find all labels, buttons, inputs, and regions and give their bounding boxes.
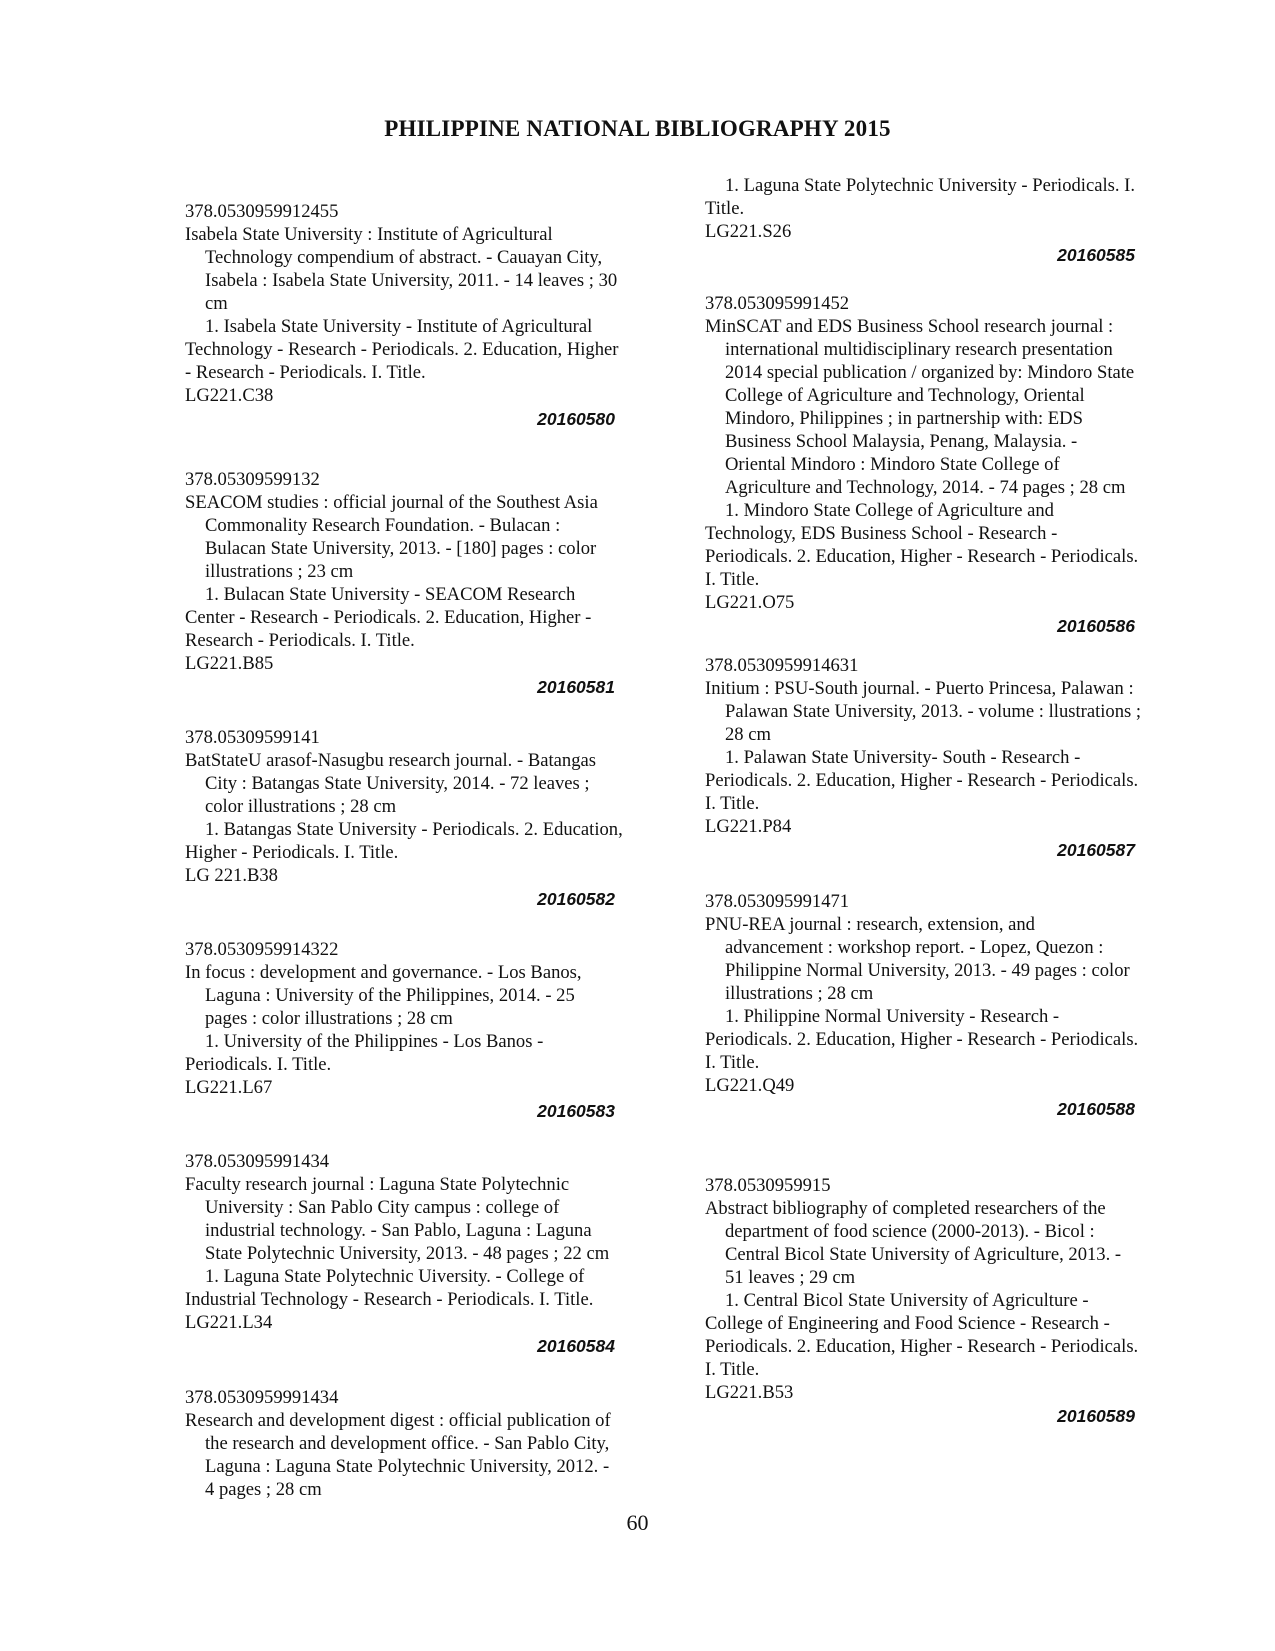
subject-tracing-line: 1. Batangas State University - Periodicals. 2. Education, xyxy=(205,819,623,840)
entry-description-line: Bulacan State University, 2013. - [180] pages : color xyxy=(205,538,597,559)
class-number: LG221.C38 xyxy=(185,385,274,406)
class-number: LG221.B85 xyxy=(185,653,274,674)
subject-tracing-line: Periodicals. 2. Education, Higher - Research - Periodicals. xyxy=(705,1336,1139,1357)
entry-description-line: Abstract bibliography of completed researchers of the xyxy=(705,1198,1106,1219)
entry-description-line: Mindoro, Philippines ; in partnership with: EDS xyxy=(725,408,1083,429)
entry-description-line: Isabela State University : Institute of Agricultural xyxy=(185,224,553,245)
subject-tracing-line: College of Engineering and Food Science - Research - xyxy=(705,1313,1110,1334)
class-number: LG221.L34 xyxy=(185,1312,273,1333)
class-number: LG221.L67 xyxy=(185,1077,273,1098)
subject-tracing-line: 1. University of the Philippines - Los Banos - xyxy=(205,1031,544,1052)
call-number: 378.05309599132 xyxy=(185,469,320,490)
entry-description-line: 4 pages ; 28 cm xyxy=(205,1479,322,1500)
entry-description-line: Palawan State University, 2013. - volume : llustrations ; xyxy=(725,701,1142,722)
class-number: LG221.S26 xyxy=(705,221,792,242)
page-number: 60 xyxy=(626,1510,649,1535)
entry-description-line: Initium : PSU-South journal. - Puerto Princesa, Palawan : xyxy=(705,678,1134,699)
subject-tracing-line: Periodicals. 2. Education, Higher - Research - Periodicals. xyxy=(705,546,1139,567)
accession-number: 20160582 xyxy=(537,889,615,909)
subject-tracing-line: I. Title. xyxy=(705,793,760,814)
entry-description-line: Research and development digest : official publication of xyxy=(185,1410,611,1431)
entry-description-line: international multidisciplinary research presentation xyxy=(725,339,1113,360)
entry-description-line: Laguna : Laguna State Polytechnic University, 2012. - xyxy=(205,1456,610,1477)
class-number: LG 221.B38 xyxy=(185,865,278,886)
subject-tracing-line: Research - Periodicals. I. Title. xyxy=(185,630,415,651)
subject-tracing-line: Higher - Periodicals. I. Title. xyxy=(185,842,399,863)
entry-description-line: City : Batangas State University, 2014. - 72 leaves ; xyxy=(205,773,590,794)
subject-tracing-line: - Research - Periodicals. I. Title. xyxy=(185,362,426,383)
entry-description-line: Central Bicol State University of Agriculture, 2013. - xyxy=(725,1244,1122,1265)
entry-description-line: State Polytechnic University, 2013. - 48 pages ; 22 cm xyxy=(205,1243,610,1264)
accession-number: 20160585 xyxy=(1057,245,1135,265)
subject-tracing-line: 1. Isabela State University - Institute of Agricultural xyxy=(205,316,593,337)
call-number: 378.053095991471 xyxy=(705,891,850,912)
subject-tracing-line: Technology, EDS Business School - Research - xyxy=(705,523,1058,544)
accession-number: 20160588 xyxy=(1057,1099,1135,1119)
accession-number: 20160584 xyxy=(537,1336,615,1356)
class-number: LG221.B53 xyxy=(705,1382,794,1403)
subject-tracing-line: I. Title. xyxy=(705,569,760,590)
entry-description-line: In focus : development and governance. - Los Banos, xyxy=(185,962,582,983)
entry-description-line: illustrations ; 28 cm xyxy=(725,983,874,1004)
subject-tracing-line: I. Title. xyxy=(705,1052,760,1073)
page-title: PHILIPPINE NATIONAL BIBLIOGRAPHY 2015 xyxy=(384,116,891,141)
entry-description-line: Philippine Normal University, 2013. - 49 pages : color xyxy=(725,960,1130,981)
entry-description-line: industrial technology. - San Pablo, Laguna : Laguna xyxy=(205,1220,592,1241)
entry-description-line: PNU-REA journal : research, extension, and xyxy=(705,914,1035,935)
entry-description-line: Laguna : University of the Philippines, 2014. - 25 xyxy=(205,985,575,1006)
accession-number: 20160583 xyxy=(537,1101,615,1121)
call-number: 378.0530959914322 xyxy=(185,939,339,960)
subject-tracing-line: Title. xyxy=(705,198,745,219)
entry-description-line: department of food science (2000-2013). - Bicol : xyxy=(725,1221,1095,1242)
entry-description-line: Technology compendium of abstract. - Cauayan City, xyxy=(205,247,603,268)
subject-tracing-line: 1. Laguna State Polytechnic University - Periodicals. I. xyxy=(725,175,1135,196)
accession-number: 20160589 xyxy=(1057,1406,1135,1426)
subject-tracing-line: 1. Palawan State University- South - Research - xyxy=(725,747,1081,768)
entry-description-line: cm xyxy=(205,293,228,314)
entry-description-line: Isabela : Isabela State University, 2011. - 14 leaves ; 30 xyxy=(205,270,618,291)
class-number: LG221.P84 xyxy=(705,816,792,837)
subject-tracing-line: 1. Laguna State Polytechnic Uiversity. - College of xyxy=(205,1266,585,1287)
entry-description-line: College of Agriculture and Technology, Oriental xyxy=(725,385,1085,406)
call-number: 378.053095991434 xyxy=(185,1151,330,1172)
call-number: 378.0530959915 xyxy=(705,1175,831,1196)
subject-tracing-line: 1. Bulacan State University - SEACOM Research xyxy=(205,584,576,605)
call-number: 378.05309599141 xyxy=(185,727,320,748)
entry-description-line: University : San Pablo City campus : college of xyxy=(205,1197,560,1218)
entry-description-line: Agriculture and Technology, 2014. - 74 pages ; 28 cm xyxy=(725,477,1126,498)
entry-description-line: pages : color illustrations ; 28 cm xyxy=(205,1008,453,1029)
entry-description-line: SEACOM studies : official journal of the Southest Asia xyxy=(185,492,598,513)
subject-tracing-line: Periodicals. I. Title. xyxy=(185,1054,332,1075)
call-number: 378.0530959991434 xyxy=(185,1387,339,1408)
entry-description-line: 2014 special publication / organized by: Mindoro State xyxy=(725,362,1135,383)
entry-description-line: advancement : workshop report. - Lopez, Quezon : xyxy=(725,937,1104,958)
subject-tracing-line: Periodicals. 2. Education, Higher - Research - Periodicals. xyxy=(705,770,1139,791)
subject-tracing-line: Industrial Technology - Research - Periodicals. I. Title. xyxy=(185,1289,594,1310)
entry-description-line: MinSCAT and EDS Business School research journal : xyxy=(705,316,1114,337)
class-number: LG221.Q49 xyxy=(705,1075,795,1096)
entry-description-line: 51 leaves ; 29 cm xyxy=(725,1267,856,1288)
accession-number: 20160586 xyxy=(1057,616,1135,636)
accession-number: 20160580 xyxy=(537,409,615,429)
subject-tracing-line: 1. Central Bicol State University of Agriculture - xyxy=(725,1290,1089,1311)
subject-tracing-line: Periodicals. 2. Education, Higher - Research - Periodicals. xyxy=(705,1029,1139,1050)
subject-tracing-line: Technology - Research - Periodicals. 2. Education, Higher xyxy=(185,339,619,360)
accession-number: 20160587 xyxy=(1057,840,1135,860)
entry-description-line: Business School Malaysia, Penang, Malaysia. - xyxy=(725,431,1078,452)
call-number: 378.0530959912455 xyxy=(185,201,339,222)
subject-tracing-line: Center - Research - Periodicals. 2. Education, Higher - xyxy=(185,607,592,628)
entry-description-line: Oriental Mindoro : Mindoro State College of xyxy=(725,454,1060,475)
entry-description-line: color illustrations ; 28 cm xyxy=(205,796,397,817)
subject-tracing-line: I. Title. xyxy=(705,1359,760,1380)
entry-description-line: illustrations ; 23 cm xyxy=(205,561,354,582)
subject-tracing-line: 1. Philippine Normal University - Research - xyxy=(725,1006,1060,1027)
entry-description-line: BatStateU arasof-Nasugbu research journal. - Batangas xyxy=(185,750,596,771)
entry-description-line: the research and development office. - San Pablo City, xyxy=(205,1433,610,1454)
call-number: 378.053095991452 xyxy=(705,293,850,314)
entry-description-line: Commonality Research Foundation. - Bulacan : xyxy=(205,515,561,536)
entry-description-line: Faculty research journal : Laguna State Polytechnic xyxy=(185,1174,570,1195)
class-number: LG221.O75 xyxy=(705,592,795,613)
subject-tracing-line: 1. Mindoro State College of Agriculture and xyxy=(725,500,1054,521)
entry-description-line: 28 cm xyxy=(725,724,771,745)
accession-number: 20160581 xyxy=(537,677,615,697)
call-number: 378.0530959914631 xyxy=(705,655,859,676)
